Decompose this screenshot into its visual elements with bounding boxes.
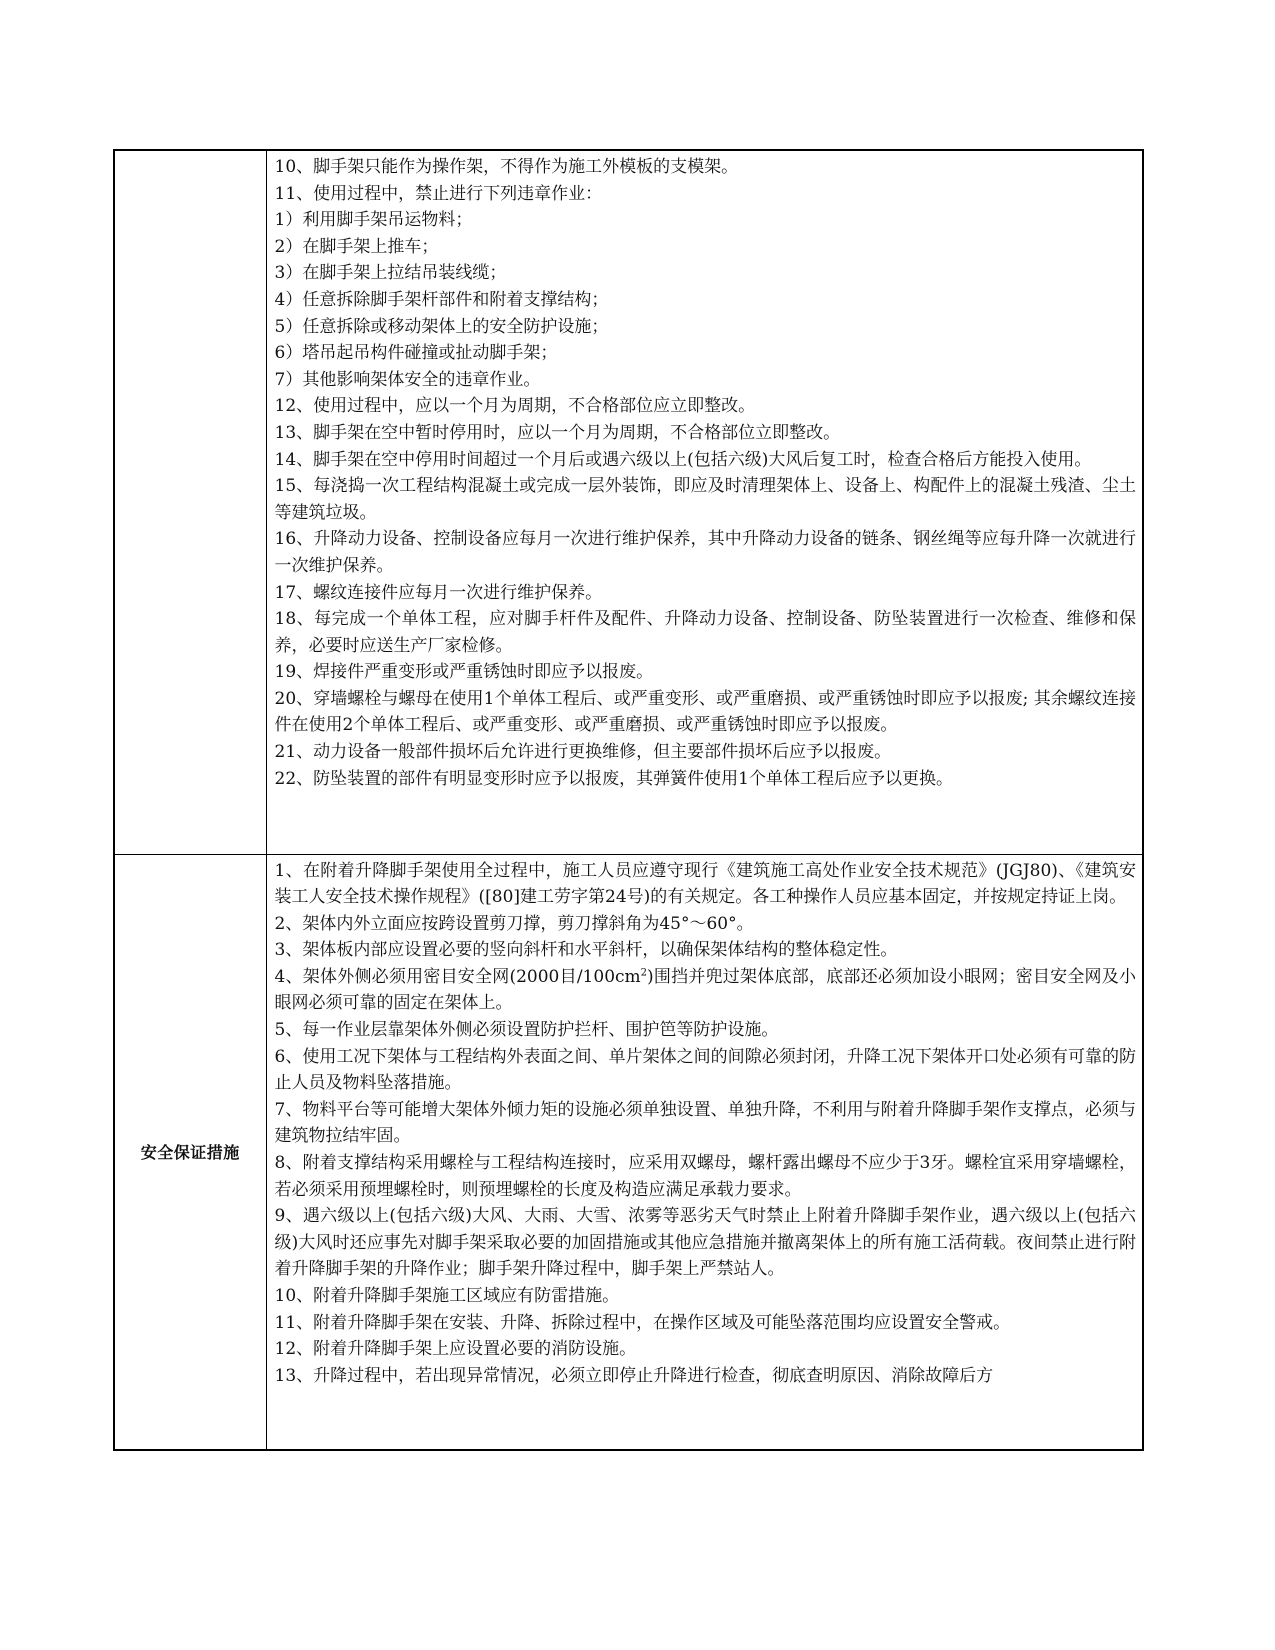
list-item: 12、附着升降脚手架上应设置必要的消防设施。 — [274, 1339, 637, 1360]
list-item: 2、架体内外立面应按跨设置剪刀撑，剪刀撑斜角为45°～60°。 — [274, 913, 754, 934]
list-item: 13、升降过程中，若出现异常情况，必须立即停止升降进行检查，彻底查明原因、消除故障后方 — [274, 1365, 994, 1386]
list-item — [275, 964, 1137, 1017]
row-label-cell — [114, 150, 266, 854]
document-table — [113, 149, 1144, 1451]
list-item: 1）利用脚手架吊运物料； — [274, 210, 473, 231]
list-item: 12、使用过程中，应以一个月为周期，不合格部位应立即整改。 — [274, 396, 756, 417]
list-item: 3）在脚手架上拉结吊装线缆； — [274, 263, 507, 284]
list-item: 9、遇六级以上(包括六级)大风、大雨、大雪、浓雾等恶劣天气时禁止上附着升降脚手架作业，遇六级以上(包括六级)大风时还应事先对脚手架采取必要的加固措施或其他应急措施并撤离架体上的所有施工活荷载。夜间禁止进行附着升降脚手架的升降作业；脚手架升降过程中，脚手架上严禁站人。 — [274, 1206, 1136, 1280]
list-item: 14、脚手架在空中停用时间超过一个月后或遇六级以上(包括六级)大风后复工时，检查合格后方能投入使用。 — [274, 449, 1092, 470]
list-item: 10、脚手架只能作为操作架，不得作为施工外模板的支模架。 — [274, 157, 739, 177]
list-item: 7）其他影响架体安全的违章作业。 — [274, 369, 541, 390]
list-item: 22、防坠装置的部件有明显变形时应予以报废，其弹簧件使用1个单体工程后应予以更换。 — [274, 768, 953, 789]
table-row — [114, 150, 1143, 854]
list-item: 3、架体板内部应设置必要的竖向斜杆和水平斜杆，以确保架体结构的整体稳定性。 — [274, 940, 898, 961]
list-item: 15、每浇捣一次工程结构混凝土或完成一层外装饰，即应及时清理架体上、设备上、构配件上的混凝土残渣、尘土等建筑垃圾。 — [274, 476, 1136, 523]
list-item: 10、附着升降脚手架施工区域应有防雷措施。 — [274, 1286, 620, 1306]
list-item: 5、每一作业层靠架体外侧必须设置防护拦杆、围护笆等防护设施。 — [274, 1020, 779, 1041]
list-item: 4）任意拆除脚手架杆部件和附着支撑结构； — [274, 289, 609, 310]
list-item: 6）塔吊起吊构件碰撞或扯动脚手架； — [274, 343, 558, 364]
item-text: 4、架体外侧必须用密目安全网(2000目/100cm — [274, 966, 641, 987]
superscript: 2 — [640, 967, 648, 979]
row-content-cell — [266, 854, 1143, 1450]
list-item: 8、附着支撑结构采用螺栓与工程结构连接时，应采用双螺母，螺杆露出螺母不应少于3牙。螺栓宜采用穿墙螺栓，若必须采用预埋螺栓时，则预埋螺栓的长度及构造应满足承载力要求。 — [274, 1153, 1136, 1200]
list-item: 18、每完成一个单体工程，应对脚手杆件及配件、升降动力设备、控制设备、防坠装置进行一次检查、维修和保养，必要时应送生产厂家检修。 — [274, 609, 1136, 656]
row-label-cell: 安全保证措施 — [114, 854, 266, 1450]
list-item: 21、动力设备一般部件损坏后允许进行更换维修，但主要部件损坏后应予以报废。 — [274, 742, 892, 763]
list-item: 6、使用工况下架体与工程结构外表面之间、单片架体之间的间隙必须封闭，升降工况下架体开口处必须有可靠的防止人员及物料坠落措施。 — [274, 1046, 1136, 1094]
list-item: 13、脚手架在空中暂时停用时，应以一个月为周期，不合格部位立即整改。 — [274, 422, 841, 443]
list-item: 2）在脚手架上推车； — [274, 236, 439, 257]
list-item: 17、螺纹连接件应每月一次进行维护保养。 — [274, 582, 603, 603]
list-item: 16、升降动力设备、控制设备应每月一次进行维护保养，其中升降动力设备的链条、钢丝绳等应每升降一次就进行一次维护保养。 — [274, 529, 1136, 576]
row-content-cell — [266, 150, 1143, 854]
list-item: 5）任意拆除或移动架体上的安全防护设施； — [274, 316, 609, 337]
list-item: 19、焊接件严重变形或严重锈蚀时即应予以报废。 — [274, 662, 654, 683]
list-item: 7、物料平台等可能增大架体外倾力矩的设施必须单独设置、单独升降，不利用与附着升降脚手架作支撑点，必须与建筑物拉结牢固。 — [274, 1099, 1136, 1147]
list-item: 11、附着升降脚手架在安装、升降、拆除过程中，在操作区域及可能坠落范围均应设置安全警戒。 — [274, 1312, 1011, 1333]
list-item: 20、穿墙螺栓与螺母在使用1个单体工程后、或严重变形、或严重磨损、或严重锈蚀时即应予以报废; 其余螺纹连接件在使用2个单体工程后、或严重变形、或严重磨损、或严重锈蚀时即应予以报废。 — [274, 688, 1136, 736]
list-item: 11、使用过程中，禁止进行下列违章作业： — [274, 183, 603, 204]
list-item: 1、在附着升降脚手架使用全过程中，施工人员应遵守现行《建筑施工高处作业安全技术规范》(JGJ80)、《建筑安装工人安全技术操作规程》([80]建工劳字第24号)的有关规定。各工种操作人员应基本固定，并按规定持证上岗。 — [274, 860, 1136, 908]
item-text: )围挡并兜过架体底部，底部还必须加设小眼网；密目安全网及小眼网必须可靠的固定在架体上。 — [274, 966, 1136, 1014]
table-row — [114, 854, 1143, 1450]
